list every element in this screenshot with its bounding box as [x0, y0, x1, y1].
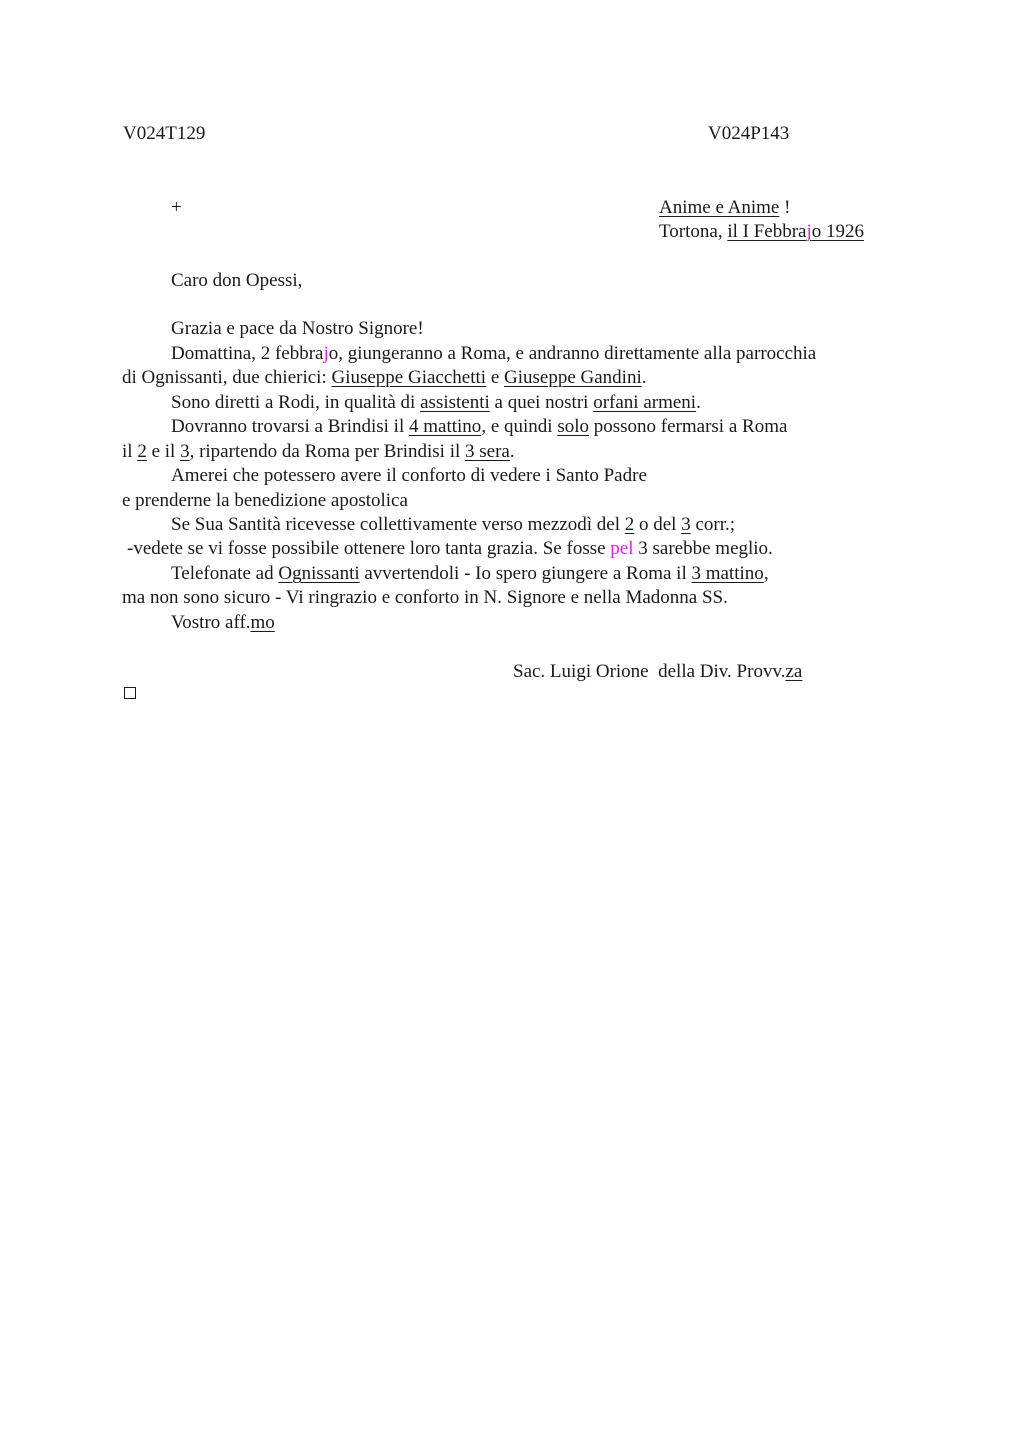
p1-l1-j: j	[323, 343, 329, 364]
p5-line2	[127, 537, 773, 561]
p5-u2: 3	[681, 514, 691, 535]
ref-left: V024T129	[123, 123, 206, 144]
p5-l2-b: 3 sarebbe meglio.	[633, 538, 773, 559]
p2-line1	[171, 391, 701, 415]
p2-u2: orfani armeni	[593, 392, 697, 413]
closing	[171, 611, 275, 635]
p5-line1	[171, 513, 735, 537]
p3-l2-c: , ripartendo da Roma per Brindisi il	[189, 441, 466, 462]
motto-underlined: Anime e Anime	[659, 197, 780, 218]
signature	[513, 660, 802, 684]
p1-name2: Giuseppe Gandini	[504, 367, 642, 388]
p4-line1: Amerei che potessero avere il conforto di vedere i Santo Padre	[171, 465, 647, 486]
p5-a: Se Sua Santità ricevesse collettivamente verso mezzodì del	[171, 514, 625, 535]
p3-u2: solo	[557, 416, 589, 437]
p5-l2-a: -vedete se vi fosse possibile ottenere loro tanta grazia. Se fosse	[127, 538, 611, 559]
p3-l2-b: e il	[146, 441, 181, 462]
p1-l1-b: o, giungeranno a Roma, e andranno direttamente alla parrocchia	[328, 343, 817, 364]
p6-u1: Ognissanti	[278, 563, 360, 584]
p5-c: corr.;	[690, 514, 736, 535]
closing-u: mo	[250, 612, 275, 633]
cross-symbol: +	[171, 197, 182, 218]
signature-u: za	[785, 661, 803, 682]
ref-right: V024P143	[708, 123, 790, 144]
p1-line1	[171, 342, 816, 366]
p3-a: Dovranno trovarsi a Brindisi il	[171, 416, 409, 437]
date-part-j: j	[806, 221, 812, 242]
p3-u4: 3	[180, 441, 190, 462]
signature-a: Sac. Luigi Orione della Div. Provv.	[513, 661, 786, 682]
p2-b: a quei nostri	[489, 392, 594, 413]
p3-line1	[171, 415, 787, 439]
empty-box-icon	[124, 687, 136, 699]
p4-line2: e prenderne la benedizione apostolica	[122, 490, 408, 511]
dateline-date	[727, 221, 864, 242]
p1-line2	[122, 366, 647, 390]
p6-b: avvertendoli - Io spero giungere a Roma il	[359, 563, 692, 584]
salutation: Caro don Opessi,	[171, 270, 303, 291]
dateline-place: Tortona,	[659, 221, 728, 242]
p1-name1: Giuseppe Giacchetti	[331, 367, 487, 388]
p3-c: possono fermarsi a Roma	[589, 416, 788, 437]
p5-b: o del	[634, 514, 682, 535]
p3-u5: 3 sera	[465, 441, 510, 462]
p2-a: Sono diretti a Rodi, in qualità di	[171, 392, 421, 413]
motto-tail: !	[779, 197, 791, 218]
greeting: Grazia e pace da Nostro Signore!	[171, 318, 424, 339]
p1-l2-end: .	[641, 367, 647, 388]
date-part-b: o 1926	[811, 221, 865, 242]
p2-c: .	[696, 392, 701, 413]
p3-u1: 4 mattino	[409, 416, 482, 437]
dateline	[659, 220, 864, 244]
p6-u2: 3 mattino	[691, 563, 764, 584]
p3-b: , e quindi	[481, 416, 558, 437]
p3-l2-a: il	[122, 441, 138, 462]
date-part-a: il I Febbra	[727, 221, 807, 242]
p6-a: Telefonate ad	[171, 563, 279, 584]
p3-l2-d: .	[509, 441, 515, 462]
p3-u3: 2	[137, 441, 147, 462]
closing-a: Vostro aff.	[171, 612, 251, 633]
motto	[659, 196, 790, 220]
p5-pink: pel	[610, 538, 634, 559]
p3-line2	[122, 440, 515, 464]
p1-l2-mid: e	[486, 367, 505, 388]
p6-line1	[171, 562, 769, 586]
p6-line2: ma non sono sicuro - Vi ringrazio e conforto in N. Signore e nella Madonna SS.	[122, 587, 728, 608]
p1-l2-a: di Ognissanti, due chierici:	[122, 367, 332, 388]
p6-c: ,	[763, 563, 769, 584]
p2-u1: assistenti	[420, 392, 490, 413]
p5-u1: 2	[624, 514, 635, 535]
p1-l1-a: Domattina, 2 febbra	[171, 343, 324, 364]
